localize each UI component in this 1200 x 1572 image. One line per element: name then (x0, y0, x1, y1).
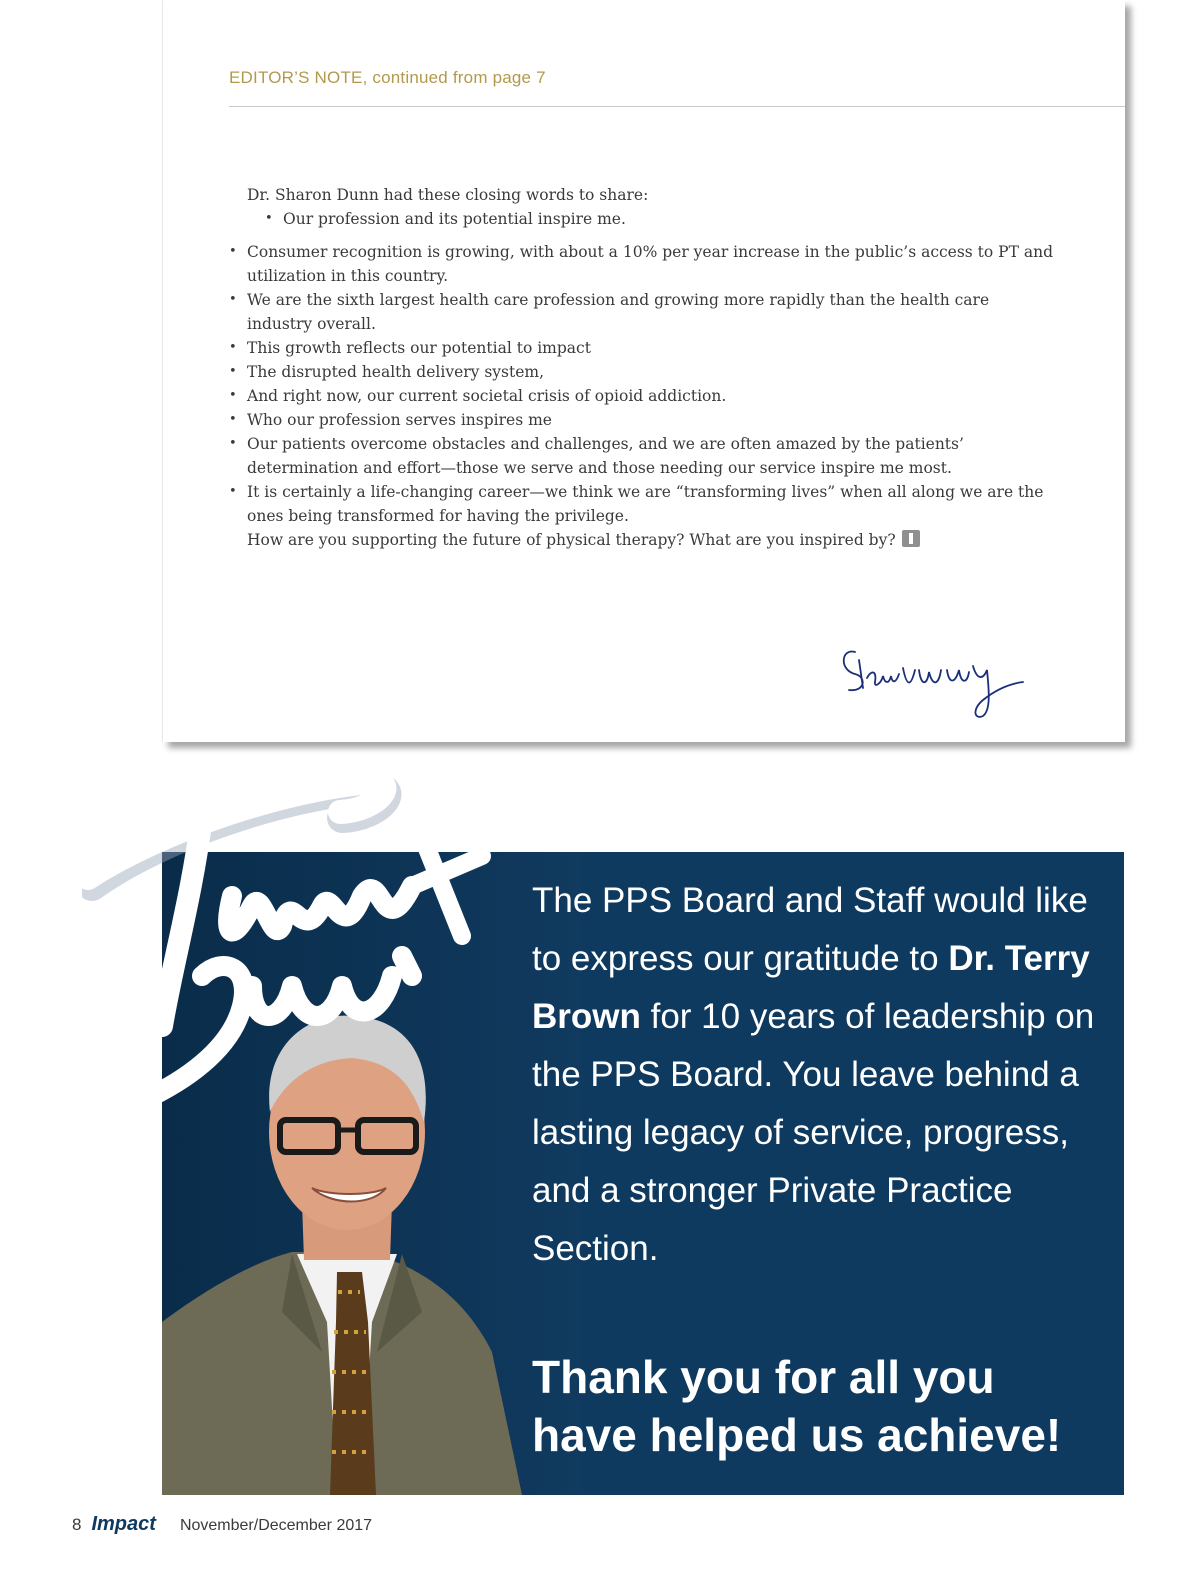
bullet-item: • And right now, our current societal crisis of opioid addiction. (247, 384, 1057, 408)
bullet-item: • Consumer recognition is growing, with about a 10% per year increase in the public’s access to PT and utilization in this country. (247, 240, 1057, 288)
editor-note-header: EDITOR’S NOTE, continued from page 7 (229, 68, 546, 87)
bullet-item: • We are the sixth largest health care profession and growing more rapidly than the health care industry overall. (247, 288, 1057, 336)
message-intro: The PPS Board and Staff would like to express our gratitude to (532, 881, 1088, 978)
editor-note-card (162, 0, 1125, 742)
thank-you-art-text: Thank you! (82, 776, 87, 777)
issue-date: November/December 2017 (179, 1517, 373, 1534)
page-number: 8 (72, 1515, 82, 1534)
closing-question-text: How are you supporting the future of physical therapy? What are you inspired by? (247, 531, 896, 549)
bullet-item: • This growth reflects our potential to impact (247, 336, 1057, 360)
message-body: for 10 years of leadership on the PPS Board. You leave behind a lasting legacy of service, progress, and a stronger Private Practice Section. (532, 997, 1095, 1268)
header-divider (229, 106, 1125, 107)
magazine-name: Impact (91, 1513, 156, 1535)
bullet-item: • Our patients overcome obstacles and challenges, and we are often amazed by the patients’ determination and effort—those we serve and those needing our service inspire me most. (247, 432, 1057, 480)
signature (837, 640, 1037, 724)
impact-end-mark-icon (902, 530, 920, 547)
thank-you-closing: Thank you for all you have helped us achieve! (532, 1351, 1062, 1461)
thank-you-message (532, 872, 1112, 1278)
editor-note-body (247, 183, 1057, 552)
thank-you-lettering-art (82, 776, 502, 1116)
bullet-item: • Who our profession serves inspires me (247, 408, 1057, 432)
honoree-name: Dr. Terry Brown (532, 939, 1090, 1036)
bullet-item: • The disrupted health delivery system, (247, 360, 1057, 384)
bullet-item: • Our profession and its potential inspire me. (283, 207, 1057, 231)
closing-question (247, 528, 1057, 552)
bullet-item: • It is certainly a life-changing career—we think we are “transforming lives” when all along we are the ones being transformed for having the privilege. (247, 480, 1057, 528)
page-footer (72, 1513, 372, 1539)
intro-text: Dr. Sharon Dunn had these closing words to share: (247, 186, 649, 204)
